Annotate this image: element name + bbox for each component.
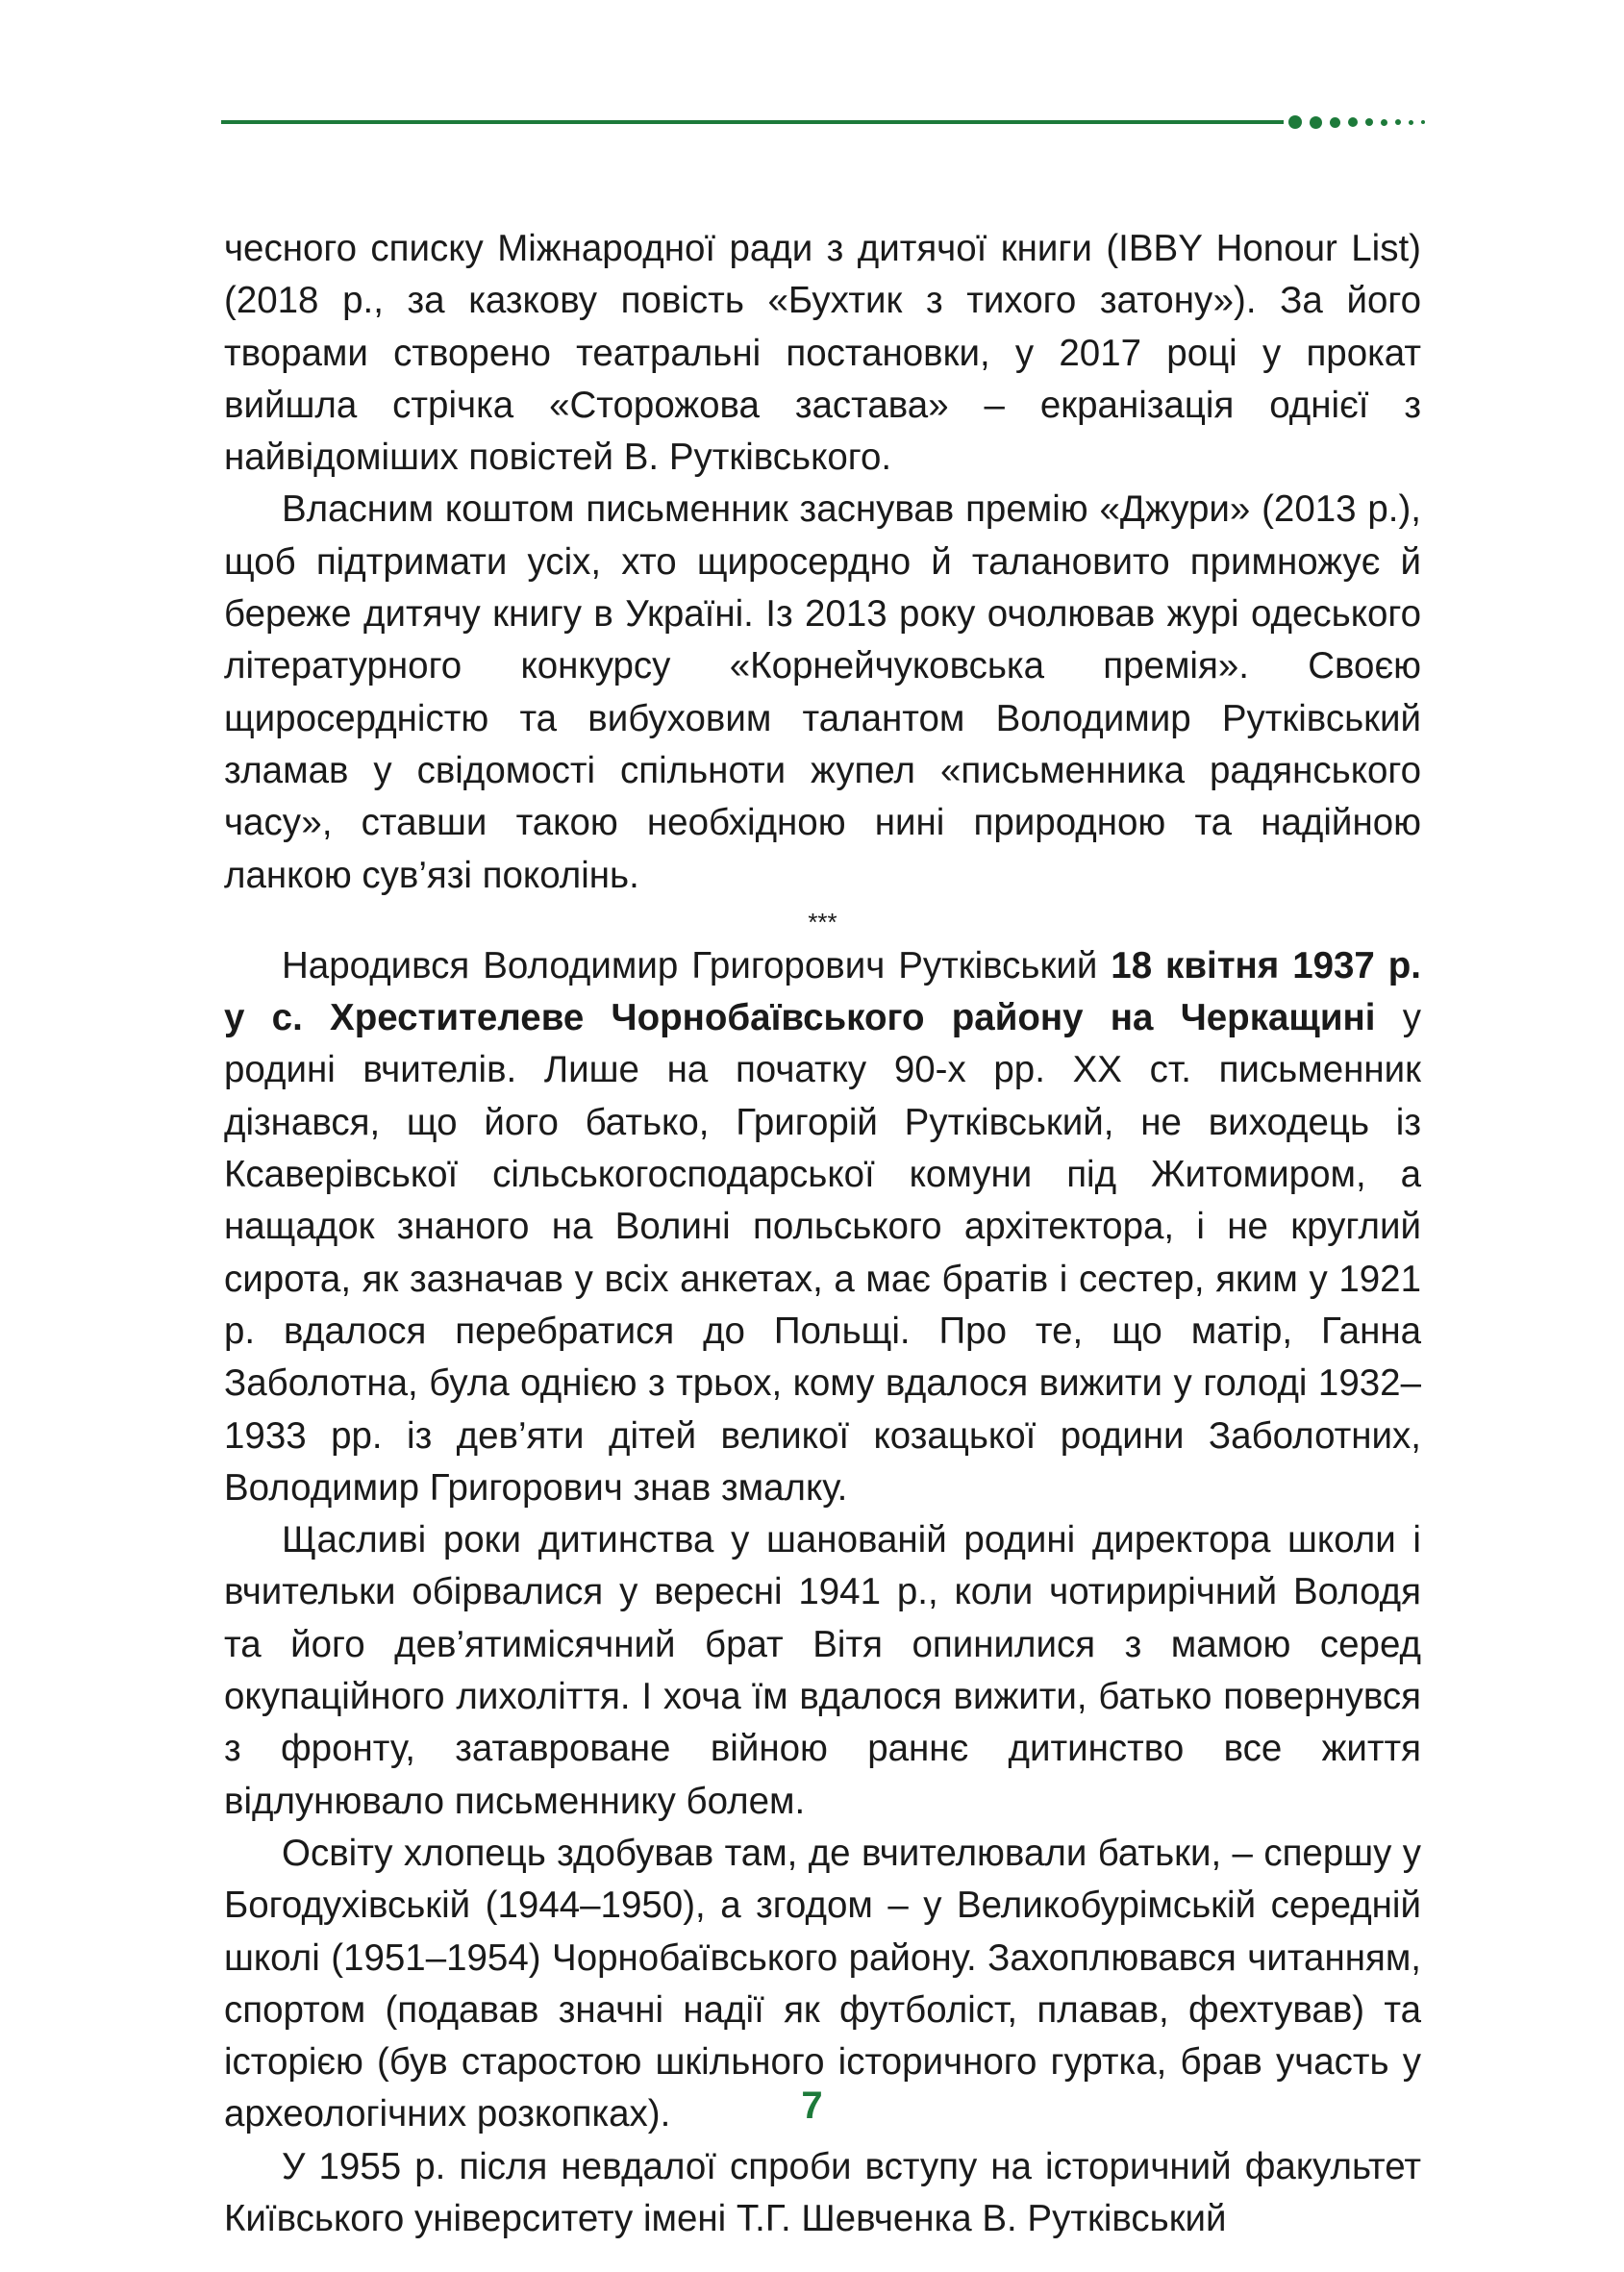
text-run: Народився Володимир Григорович Рутківський — [282, 944, 1112, 986]
paragraph — [224, 223, 1421, 484]
paragraph — [224, 484, 1421, 901]
text-run: Власним коштом письменник заснував премію «Джури» (2013 р.), щоб підтримати усіх, хто щиросердно й талановито примножує й береже дитячу книгу в Україні. Із 2013 року очолював журі одеського літературного конкурсу «Корнейчуковська премія». Своєю щиросердністю та вибуховим талантом Володимир Рутківський зламав у свідомості спільноти жупел «письменника радянського часу», ставши такою необхідною нині природною та надійною ланкою сув’язі поколінь. — [224, 488, 1421, 896]
header-rule — [221, 120, 1284, 124]
paragraph — [224, 2141, 1421, 2246]
paragraph — [224, 940, 1421, 1514]
text-run: у родині вчителів. Лише на початку 90-х рр. XX ст. письменник дізнався, що його батько, Григорій Рутківський, не виходець із Ксаверівської сільськогосподарської комуни під Житомиром, а нащадок знаного на Волині польського архітектора, і не круглий сирота, як зазначав у всіх анкетах, а має братів і сестер, яким у 1921 р. вдалося перебратися до Польщі. Про те, що матір, Ганна Заболотна, була однією з трьох, кому вдалося вижити у голоді 1932–1933 рр. із дев’яти дітей великої козацької родини Заболотних, Володимир Григорович знав змалку. — [224, 997, 1422, 1509]
text-run: чесного списку Міжнародної ради з дитячої книги (IBBY Honour List) (2018 р., за казкову повість «Бухтик з тихого затону»). За його творами створено театральні постановки, у 2017 році у прокат вийшла стрічка «Сторожова застава» – екранізація однієї з найвідоміших повістей В. Рутківського. — [224, 228, 1421, 479]
page-body — [224, 223, 1421, 2245]
paragraph — [224, 1514, 1421, 1828]
section-separator: *** — [808, 907, 837, 936]
text-run: Щасливі роки дитинства у шанованій родині директора школи і вчительки обірвалися у вересні 1941 р., коли чотирирічний Володя та його дев’ятимісячний брат Вітя опинилися з мамою серед окупаційного лихоліття. І хоча їм вдалося вижити, батько повернувся з фронту, затавроване війною раннє дитинство все життя відлунювало письменнику болем. — [224, 1519, 1421, 1822]
bold-text-run: 18 квітня 1937 р. у с. Хрестителеве Чорнобаївського району на Черкащині — [224, 944, 1421, 1039]
text-run: Освіту хлопець здобував там, де вчителювали батьки, – спершу у Богодухівській (1944–1950), а згодом – у Великобурімській середній школі (1951–1954) Чорнобаївського району. Захоплювався читанням, спортом (подавав значні надії як футболіст, плавав, фехтував) та історією (був старостою шкільного історичного гуртка, брав участь у археологічних розкопках). — [224, 1832, 1421, 2135]
text-run: У 1955 р. після невдалої спроби вступу на історичний факультет Київського університету імені Т.Г. Шевченка В. Рутківський — [224, 2145, 1421, 2239]
page-number: 7 — [801, 2085, 823, 2127]
header-dots — [1288, 114, 1433, 130]
